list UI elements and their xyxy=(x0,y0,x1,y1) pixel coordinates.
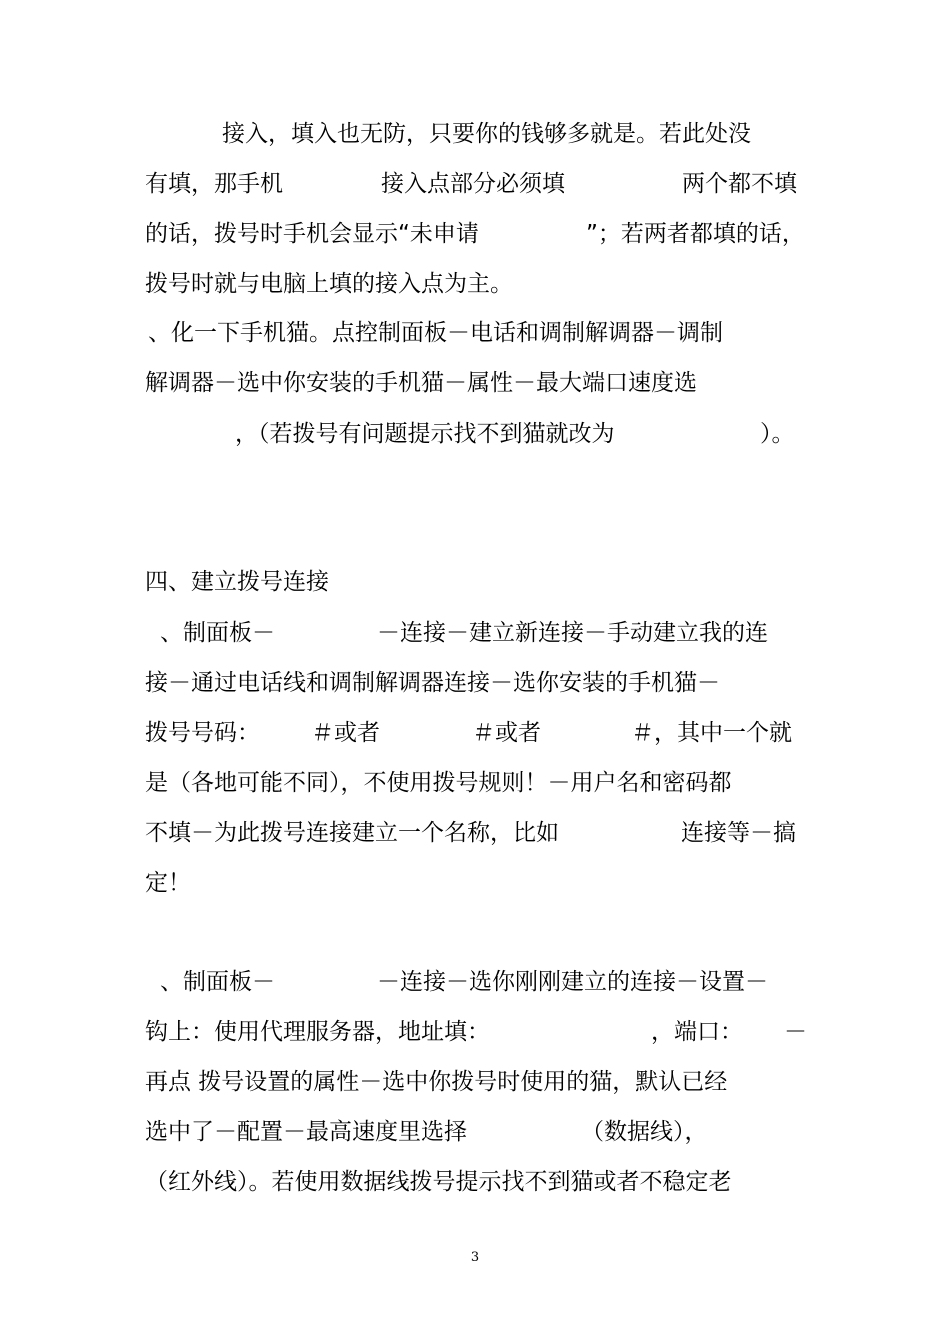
text-segment: ＃，其中一个就 xyxy=(631,720,792,746)
text-segment: ＃或者 xyxy=(311,720,380,746)
text-segment: 的话，拨号时手机会显示“未申请 xyxy=(145,221,479,247)
text-segment: （数据线）， xyxy=(581,1119,708,1145)
text-segment: 定！ xyxy=(145,870,191,896)
text-segment: 拨号号码： xyxy=(145,720,260,746)
text-line xyxy=(0,667,950,699)
text-segment: 解调器－选中你安装的手机猫－属性－最大端口速度选 xyxy=(145,370,697,396)
text-segment: 再点 拨号设置的属性－选中你拨号时使用的猫，默认已经 xyxy=(145,1069,728,1095)
text-segment: 选中了－配置－最高速度里选择 xyxy=(145,1119,467,1145)
text-line xyxy=(0,268,950,300)
text-line xyxy=(0,218,950,250)
text-segment: 接入点部分必须填 xyxy=(381,171,565,197)
text-line xyxy=(0,1166,950,1198)
text-line xyxy=(0,317,950,349)
text-segment: 、制面板－ xyxy=(160,969,275,995)
text-segment: 是（各地可能不同），不使用拨号规则！－用户名和密码都 xyxy=(145,770,732,796)
text-segment: 连接等－搞 xyxy=(681,820,796,846)
text-line xyxy=(0,1016,950,1048)
text-line xyxy=(0,767,950,799)
text-line xyxy=(0,118,950,150)
text-segment: ，（若拨号有问题提示找不到猫就改为 xyxy=(235,421,615,447)
text-line xyxy=(0,418,950,450)
text-line xyxy=(0,617,950,649)
text-segment: － xyxy=(784,1019,807,1045)
text-segment: ）。 xyxy=(760,421,795,447)
text-segment: 两个都不填 xyxy=(682,171,797,197)
text-line xyxy=(0,1066,950,1098)
text-segment: 钩上：使用代理服务器，地址填： xyxy=(145,1019,490,1045)
text-segment: 接入，填入也无防，只要你的钱够多就是。若此处没 xyxy=(222,121,751,147)
text-segment: 有填，那手机 xyxy=(145,171,283,197)
text-segment: ，端口： xyxy=(651,1019,743,1045)
text-line xyxy=(0,867,950,899)
text-line xyxy=(0,966,950,998)
section-heading xyxy=(0,566,950,598)
text-segment: －连接－建立新连接－手动建立我的连 xyxy=(377,620,768,646)
text-segment: －连接－选你刚刚建立的连接－设置－ xyxy=(377,969,768,995)
text-line xyxy=(0,817,950,849)
text-segment: ＃或者 xyxy=(472,720,541,746)
text-segment: （红外线）。若使用数据线拨号提示找不到猫或者不稳定老 xyxy=(145,1169,732,1195)
page-number: 3 xyxy=(470,1250,480,1265)
heading-text: 四、建立拨号连接 xyxy=(145,569,329,595)
text-segment: 、化一下手机猫。点控制面板－电话和调制解调器－调制 xyxy=(148,320,723,346)
text-segment: 拨号时就与电脑上填的接入点为主。 xyxy=(145,271,513,297)
text-line xyxy=(0,367,950,399)
text-segment: 不填－为此拨号连接建立一个名称，比如 xyxy=(145,820,559,846)
text-line xyxy=(0,1116,950,1148)
text-segment: ”；若两者都填的话， xyxy=(586,221,805,247)
text-line xyxy=(0,168,950,200)
text-segment: 接－通过电话线和调制解调器连接－选你安装的手机猫－ xyxy=(145,670,720,696)
text-segment: 、制面板－ xyxy=(160,620,275,646)
text-line xyxy=(0,717,950,749)
